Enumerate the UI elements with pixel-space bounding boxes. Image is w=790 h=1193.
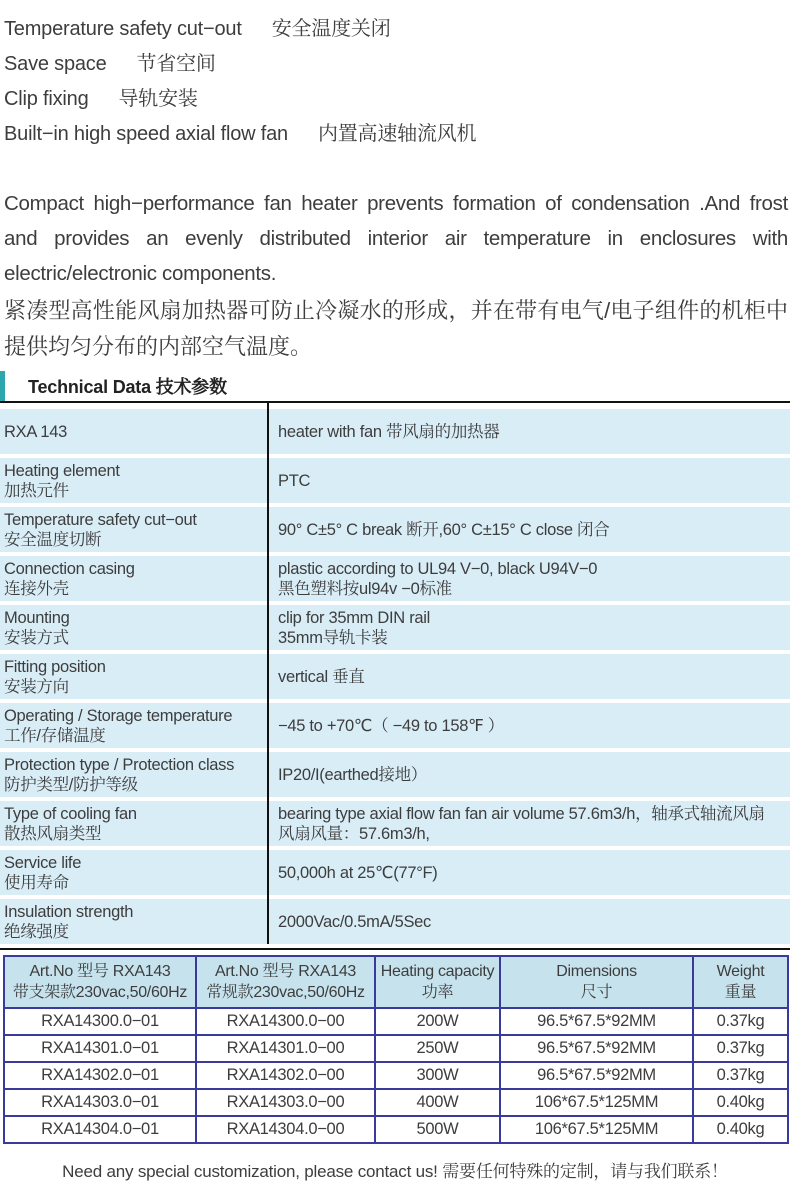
table-row xyxy=(4,1008,788,1035)
cell-dimensions: 106*67.5*125MM xyxy=(500,1089,693,1116)
row-label: RXA 143 xyxy=(4,422,68,441)
row-value: plastic according to UL94 V−0, black U94V−0 黑色塑料按ul94v −0标准 xyxy=(278,559,598,598)
feature-en: Temperature safety cut−out xyxy=(4,18,242,40)
row-label: Connection casing 连接外壳 xyxy=(4,559,135,598)
row-label: Fitting position 安装方向 xyxy=(4,657,106,696)
feature-zh: 导轨安装 xyxy=(118,88,198,110)
table-row xyxy=(0,458,790,503)
cell-dimensions: 96.5*67.5*92MM xyxy=(500,1062,693,1089)
table-column-divider xyxy=(267,403,269,944)
feature-zh: 安全温度关闭 xyxy=(271,18,391,40)
models-header-row xyxy=(4,956,788,1008)
cell-capacity: 200W xyxy=(375,1008,500,1035)
table-row xyxy=(0,556,790,601)
feature-item xyxy=(4,12,790,47)
feature-item xyxy=(4,82,790,117)
description-zh: 紧凑型高性能风扇加热器可防止冷凝水的形成，并在带有电气/电子组件的机柜中提供均匀分布的内部空气温度。 xyxy=(4,298,788,359)
row-value: heater with fan 带风扇的加热器 xyxy=(278,422,500,441)
cell-capacity: 250W xyxy=(375,1035,500,1062)
feature-en: Save space xyxy=(4,53,107,75)
cell-artno-standard: RXA14301.0−00 xyxy=(196,1035,375,1062)
table-row xyxy=(0,507,790,552)
row-label: Temperature safety cut−out 安全温度切断 xyxy=(4,510,197,549)
row-label: Heating element 加热元件 xyxy=(4,461,120,500)
row-label: Insulation strength 绝缘强度 xyxy=(4,902,134,941)
row-value: 2000Vac/0.5mA/5Sec xyxy=(278,912,431,931)
table-row xyxy=(4,1089,788,1116)
cell-artno-bracket: RXA14302.0−01 xyxy=(4,1062,196,1089)
row-value: IP20/I(earthed接地） xyxy=(278,765,427,784)
column-header: Art.No 型号 RXA143 带支架款230vac,50/60Hz xyxy=(4,956,196,1008)
feature-list xyxy=(0,0,790,152)
cell-capacity: 500W xyxy=(375,1116,500,1143)
row-label: Service life 使用寿命 xyxy=(4,853,82,892)
table-row xyxy=(4,1116,788,1143)
feature-item xyxy=(4,47,790,82)
cell-capacity: 300W xyxy=(375,1062,500,1089)
cell-weight: 0.40kg xyxy=(693,1089,788,1116)
footer-note: Need any special customization, please contact us! 需要任何特殊的定制，请与我们联系！ xyxy=(62,1162,728,1181)
table-row xyxy=(4,1062,788,1089)
row-value: 50,000h at 25℃(77°F) xyxy=(278,863,438,882)
cell-artno-bracket: RXA14304.0−01 xyxy=(4,1116,196,1143)
horizontal-rule xyxy=(0,948,790,950)
cell-artno-bracket: RXA14300.0−01 xyxy=(4,1008,196,1035)
row-label: Type of cooling fan 散热风扇类型 xyxy=(4,804,137,843)
models-table xyxy=(3,955,789,1144)
cell-artno-bracket: RXA14301.0−01 xyxy=(4,1035,196,1062)
column-header: Heating capacity 功率 xyxy=(375,956,500,1008)
row-value: clip for 35mm DIN rail 35mm导轨卡装 xyxy=(278,608,431,647)
description-en: Compact high−performance fan heater prevents formation of condensation .And frost and provides an evenly distributed interior air temperature in enclosures with electric/electronic components. xyxy=(4,192,788,285)
row-label: Protection type / Protection class 防护类型/防护等级 xyxy=(4,755,235,794)
table-row xyxy=(0,409,790,454)
table-row xyxy=(0,654,790,699)
column-header: Dimensions 尺寸 xyxy=(500,956,693,1008)
cell-weight: 0.37kg xyxy=(693,1008,788,1035)
column-header: Art.No 型号 RXA143 常规款230vac,50/60Hz xyxy=(196,956,375,1008)
cell-dimensions: 96.5*67.5*92MM xyxy=(500,1035,693,1062)
cell-dimensions: 106*67.5*125MM xyxy=(500,1116,693,1143)
section-header xyxy=(0,371,790,403)
row-value: 90° C±5° C break 断开,60° C±15° C close 闭合 xyxy=(278,520,610,539)
cell-artno-standard: RXA14300.0−00 xyxy=(196,1008,375,1035)
row-label: Operating / Storage temperature 工作/存储温度 xyxy=(4,706,233,745)
column-header: Weight 重量 xyxy=(693,956,788,1008)
cell-weight: 0.37kg xyxy=(693,1035,788,1062)
table-row xyxy=(0,801,790,846)
row-value: bearing type axial flow fan fan air volume 57.6m3/h，轴承式轴流风扇 风扇风量：57.6m3/h, xyxy=(278,804,765,843)
feature-zh: 内置高速轴流风机 xyxy=(317,123,477,145)
table-row xyxy=(0,605,790,650)
cell-capacity: 400W xyxy=(375,1089,500,1116)
section-title: Technical Data 技术参数 xyxy=(28,377,227,397)
table-row xyxy=(0,899,790,944)
row-label: Mounting 安装方式 xyxy=(4,608,70,647)
row-value: −45 to +70℃（ −49 to 158℉ ） xyxy=(278,716,504,735)
cell-weight: 0.40kg xyxy=(693,1116,788,1143)
table-row xyxy=(0,850,790,895)
table-row xyxy=(4,1035,788,1062)
feature-en: Clip fixing xyxy=(4,88,89,110)
cell-artno-standard: RXA14302.0−00 xyxy=(196,1062,375,1089)
section-accent-bar xyxy=(0,371,5,401)
feature-item xyxy=(4,117,790,152)
feature-zh: 节省空间 xyxy=(136,53,216,75)
cell-artno-standard: RXA14303.0−00 xyxy=(196,1089,375,1116)
row-value: PTC xyxy=(278,471,311,490)
feature-en: Built−in high speed axial flow fan xyxy=(4,123,288,145)
row-value: vertical 垂直 xyxy=(278,667,365,686)
table-row xyxy=(0,703,790,748)
cell-dimensions: 96.5*67.5*92MM xyxy=(500,1008,693,1035)
cell-artno-standard: RXA14304.0−00 xyxy=(196,1116,375,1143)
technical-data-table xyxy=(0,403,790,944)
table-row xyxy=(0,752,790,797)
cell-artno-bracket: RXA14303.0−01 xyxy=(4,1089,196,1116)
cell-weight: 0.37kg xyxy=(693,1062,788,1089)
